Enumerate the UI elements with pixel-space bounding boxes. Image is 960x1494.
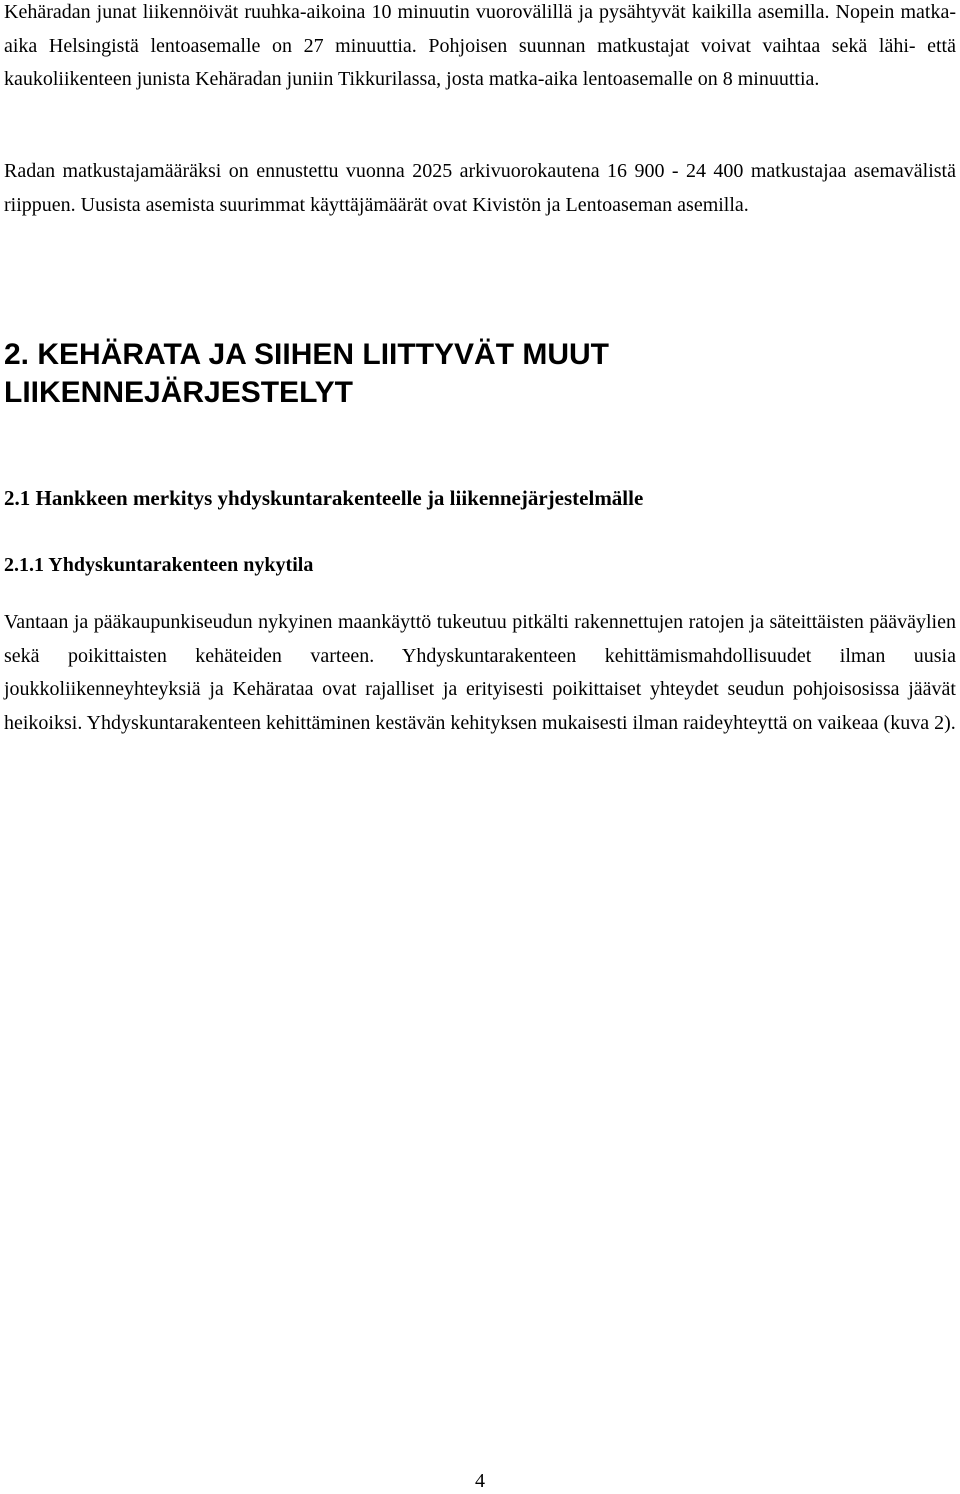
intro-paragraph: Kehäradan junat liikennöivät ruuhka-aikoina 10 minuutin vuorovälillä ja pysähtyvät kaikilla asemilla. Nopein matka-aika Helsingistä lentoasemalle on 27 minuuttia. Pohjoisen suunnan matkustajat voivat vaihtaa sekä lähi- että kaukoliikenteen junista Kehäradan juniin Tikkurilassa, josta matka-aika lentoasemalle on 8 minuuttia. bbox=[4, 1, 956, 90]
passenger-forecast-paragraph: Radan matkustajamääräksi on ennustettu vuonna 2025 arkivuorokautena 16 900 - 24 400 matkustajaa asemavälistä riippuen. Uusista asemista suurimmat käyttäjämäärät ovat Kivistön ja Lentoaseman asemilla. bbox=[4, 160, 956, 216]
section-heading: 2. KEHÄRATA JA SIIHEN LIITTYVÄT MUUT LIIKENNEJÄRJESTELYT bbox=[4, 338, 610, 409]
subsection-heading: 2.1 Hankkeen merkitys yhdyskuntarakenteelle ja liikennejärjestelmälle bbox=[4, 486, 644, 510]
page-number: 4 bbox=[475, 1470, 485, 1492]
urban-structure-paragraph: Vantaan ja pääkaupunkiseudun nykyinen maankäyttö tukeutuu pitkälti rakennettujen ratojen ja säteittäisten pääväylien sekä poikittaisten kehäteiden varteen. Yhdyskuntarakenteen kehittämismahdollisuudet ilman uusia joukkoliikenneyhteyksiä ja Kehärataa ovat rajalliset ja erityisesti poikittaiset yhteydet seudun pohjoisosissa jäävät heikoiksi. Yhdyskuntarakenteen kehittäminen kestävän kehityksen mukaisesti ilman raideyhteyttä on vaikeaa (kuva 2). bbox=[4, 611, 956, 734]
subsubsection-heading: 2.1.1 Yhdyskuntarakenteen nykytila bbox=[4, 554, 314, 576]
